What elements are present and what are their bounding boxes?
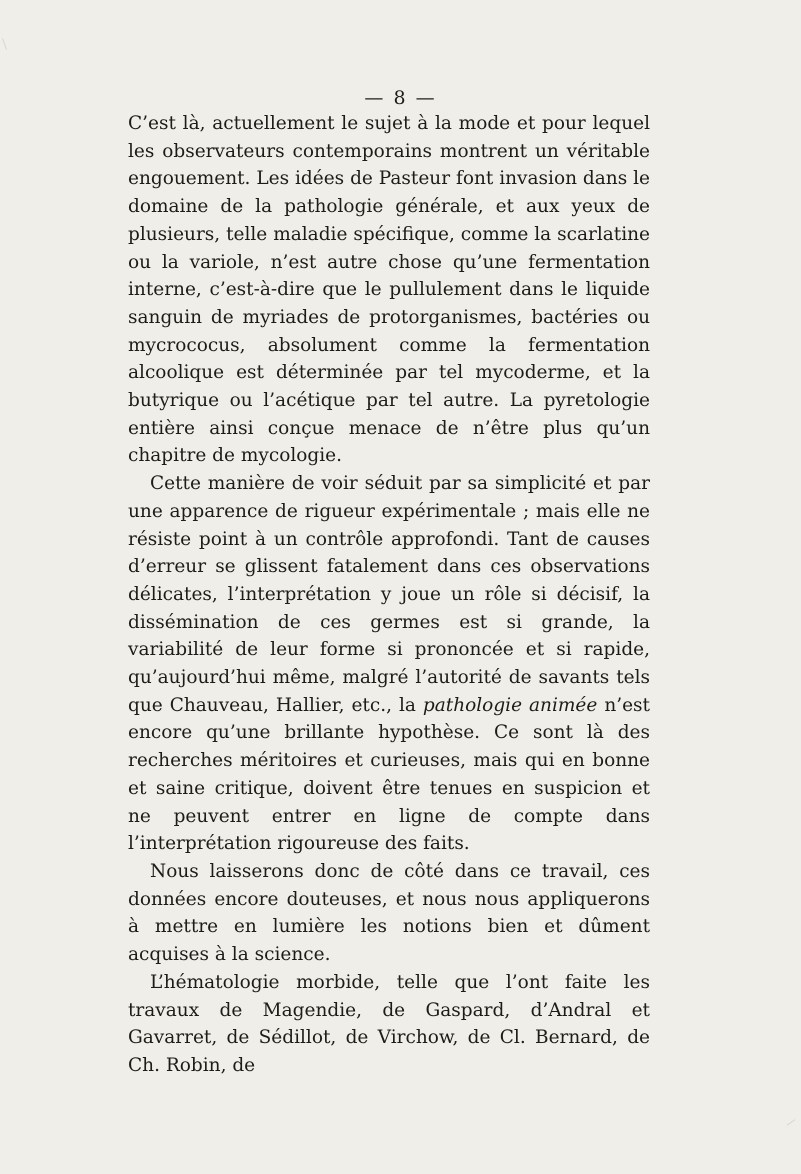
paragraph-3: Nous laisserons donc de côté dans ce travail, ces données encore douteuses, et nous nous appliquerons à mettre en lumière les notions bien et dûment acquises à la science. [128, 860, 650, 966]
body-text [128, 110, 650, 1080]
scan-mark-bottom-right [787, 1119, 796, 1126]
paragraph-2-after: n’est encore qu’une brillante hypothèse. Ce sont là des recherches méritoires et curieuses, mais qui en bonne et saine critique, doivent être tenues en suspicion et ne peuvent entrer en ligne de compte dans l’interprétation rigoureuse des faits. [128, 694, 650, 855]
scan-mark-top-left [2, 38, 7, 50]
italic-phrase: pathologie animée [422, 694, 598, 716]
paragraph-2-before: Cette manière de voir séduit par sa simplicité et par une apparence de rigueur expérimentale ; mais elle ne résiste point à un contrôle approfondi. Tant de causes d’erreur se glissent fatalement dans ces observations délicates, l’interprétation y joue un rôle si décisif, la dissémination de ces germes est si grande, la variabilité de leur forme si prononcée et si rapide, qu’aujourd’hui même, malgré l’autorité de savants tels que Chauveau, Hallier, etc., la [128, 473, 650, 716]
paragraph-2 [128, 470, 650, 858]
page-number: — 8 — [364, 87, 437, 109]
paragraph-4: L’hématologie morbide, telle que l’ont faite les travaux de Magendie, de Gaspard, d’Andral et Gavarret, de Sédillot, de Virchow, de Cl. Bernard, de Ch. Robin, de [128, 971, 650, 1076]
paragraph-1: C’est là, actuellement le sujet à la mode et pour lequel les observateurs contemporains montrent un véritable engouement. Les idées de Pasteur font invasion dans le domaine de la pathologie générale, et aux yeux de plusieurs, telle maladie spécifique, comme la scarlatine ou la variole, n’est autre chose qu’une fermentation interne, c’est-à-dire que le pullulement dans le liquide sanguin de myriades de protorganismes, bactéries ou mycrococus, absolument comme la fermentation alcoolique est déterminée par tel mycoderme, et la butyrique ou l’acétique par tel autre. La pyretologie entière ainsi conçue menace de n’être plus qu’un chapitre de mycologie. [128, 113, 650, 467]
